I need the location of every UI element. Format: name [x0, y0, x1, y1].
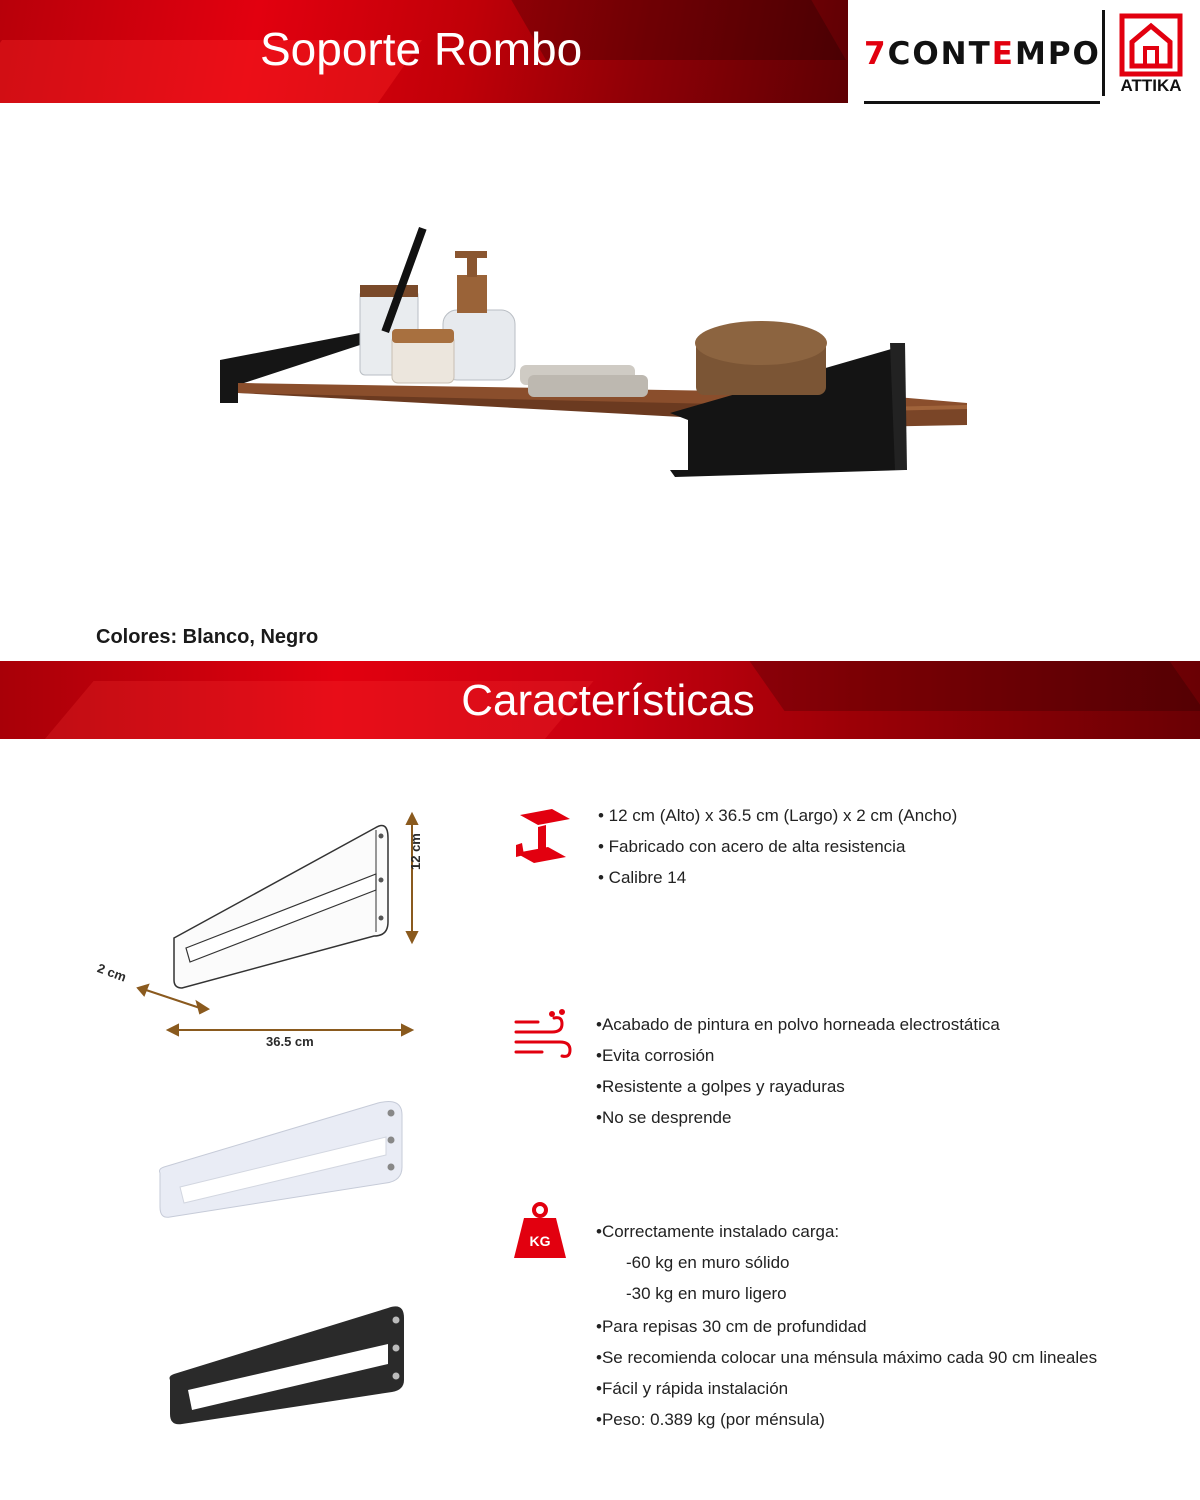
page-title: Soporte Rombo — [260, 23, 583, 75]
black-bracket-render — [160, 1300, 420, 1430]
steel-beam-icon — [512, 805, 572, 865]
feature-subline: -30 kg en muro ligero — [626, 1284, 787, 1303]
logo-underline — [864, 101, 1100, 104]
feature-subline: -60 kg en muro sólido — [626, 1253, 790, 1272]
attika-logo-text: ATTIKA — [1120, 76, 1182, 95]
feature-line: • Fabricado con acero de alta resistencia — [598, 837, 906, 856]
weight-kg-icon — [510, 1200, 570, 1260]
feature-line: • Calibre 14 — [598, 868, 687, 887]
feature-line: •Se recomienda colocar una ménsula máximo cada 90 cm lineales — [596, 1348, 1098, 1367]
feature-line: •Acabado de pintura en polvo horneada electrostática — [596, 1015, 1000, 1034]
feature-line: •Para repisas 30 cm de profundidad — [596, 1317, 867, 1336]
dimension-arrows — [130, 810, 450, 1040]
logo-divider — [1102, 10, 1105, 96]
white-bracket-render — [150, 1095, 410, 1225]
height-label: 12 cm — [408, 833, 423, 870]
section-title: Características — [461, 676, 755, 725]
feature-line: •Correctamente instalado carga: — [596, 1222, 840, 1241]
width-label: 2 cm — [95, 960, 129, 985]
air-flow-icon — [512, 1008, 572, 1068]
contempo-logo: 7CONTEMPO — [864, 36, 1101, 72]
svg-text:KG: KG — [529, 1233, 551, 1249]
feature-line: • 12 cm (Alto) x 36.5 cm (Largo) x 2 cm (Ancho) — [598, 806, 958, 825]
length-label: 36.5 cm — [266, 1034, 314, 1049]
feature-line: •Peso: 0.389 kg (por ménsula) — [596, 1410, 825, 1429]
feature-line: •Resistente a golpes y rayaduras — [596, 1077, 845, 1096]
attika-house-icon — [1118, 12, 1184, 78]
feature-line: •No se desprende — [596, 1108, 732, 1127]
colors-label: Colores: Blanco, Negro — [96, 626, 319, 648]
feature-line: •Evita corrosión — [596, 1046, 715, 1065]
feature-line: •Fácil y rápida instalación — [596, 1379, 789, 1398]
shelf-photo-icon — [210, 215, 980, 495]
